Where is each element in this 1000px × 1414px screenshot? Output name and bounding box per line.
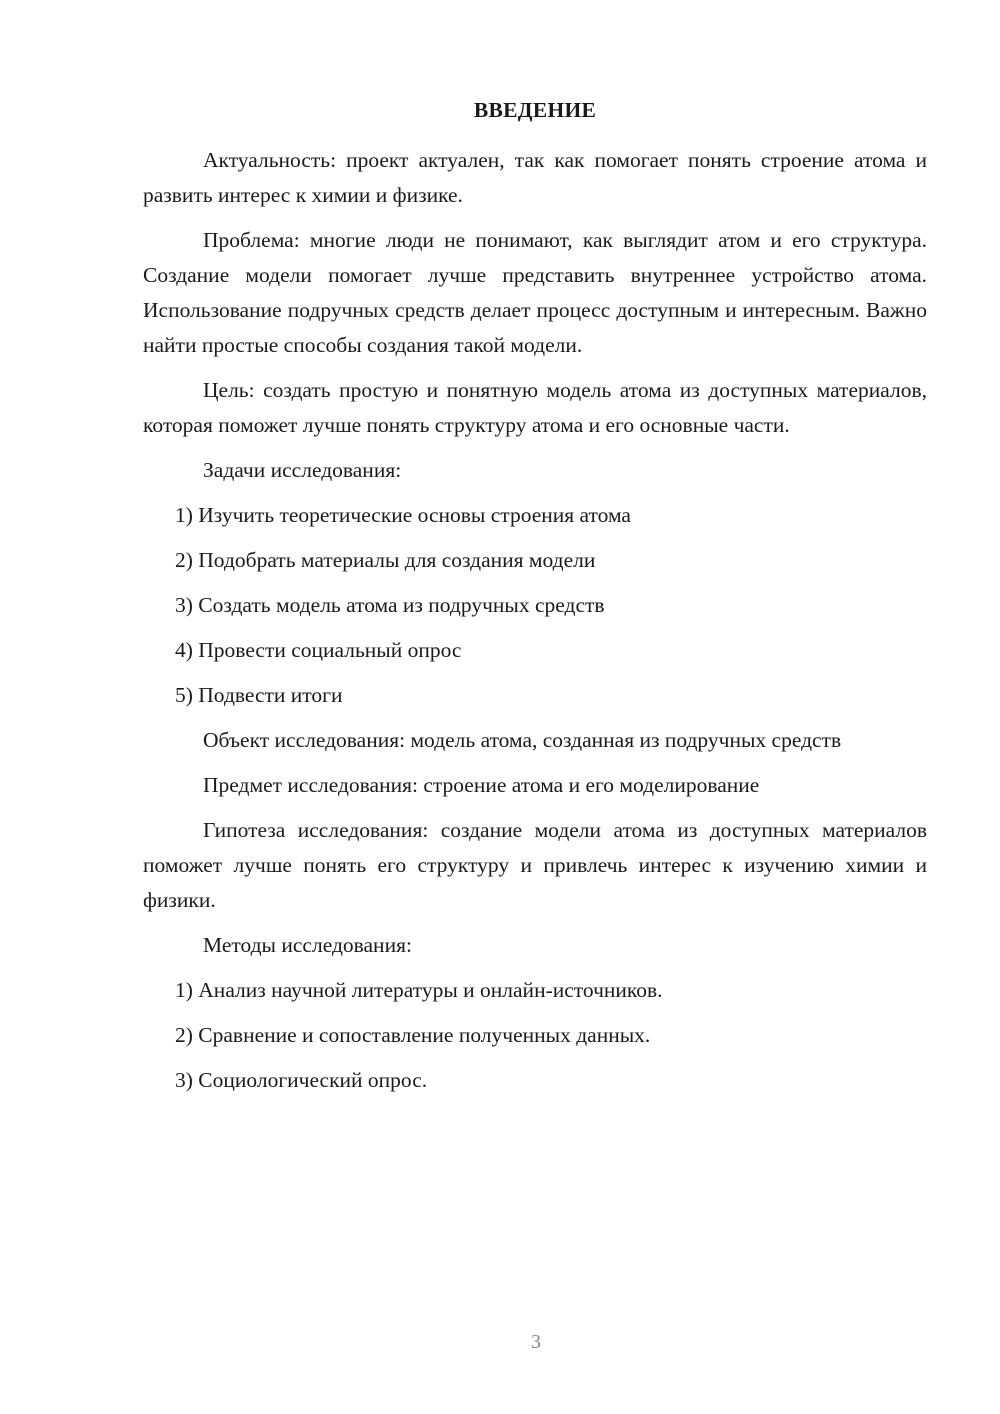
method-item: 2) Сравнение и сопоставление полученных данных. xyxy=(175,1023,651,1047)
goal-paragraph: Цель: создать простую и понятную модель атома из доступных материалов, которая поможет лучше понять структуру атома и его основные части. xyxy=(143,378,927,437)
task-item: 2) Подобрать материалы для создания модели xyxy=(175,548,596,572)
page-number: 3 xyxy=(531,1331,541,1353)
task-item: 3) Создать модель атома из подручных средств xyxy=(175,593,605,617)
object-paragraph: Объект исследования: модель атома, созданная из подручных средств xyxy=(203,728,842,752)
task-item: 1) Изучить теоретические основы строения атома xyxy=(175,503,631,527)
problem-paragraph: Проблема: многие люди не понимают, как выглядит атом и его структура. Создание модели помогает лучше представить внутреннее устройство атома. Использование подручных средств делает процесс доступным и интересным. Важно найти простые способы создания такой модели. xyxy=(143,228,927,357)
task-item: 4) Провести социальный опрос xyxy=(175,638,462,662)
task-item: 5) Подвести итоги xyxy=(175,683,343,707)
hypothesis-paragraph: Гипотеза исследования: создание модели атома из доступных материалов поможет лучше понять его структуру и привлечь интерес к изучению химии и физики. xyxy=(143,818,927,912)
tasks-title: Задачи исследования: xyxy=(203,458,402,482)
method-item: 3) Социологический опрос. xyxy=(175,1068,428,1092)
method-item: 1) Анализ научной литературы и онлайн-источников. xyxy=(175,978,663,1002)
document-page xyxy=(143,95,927,1108)
section-heading: ВВЕДЕНИЕ xyxy=(473,98,597,122)
methods-title: Методы исследования: xyxy=(203,933,412,957)
relevance-paragraph: Актуальность: проект актуален, так как помогает понять строение атома и развить интерес к химии и физике. xyxy=(143,148,927,207)
subject-paragraph: Предмет исследования: строение атома и его моделирование xyxy=(203,773,760,797)
